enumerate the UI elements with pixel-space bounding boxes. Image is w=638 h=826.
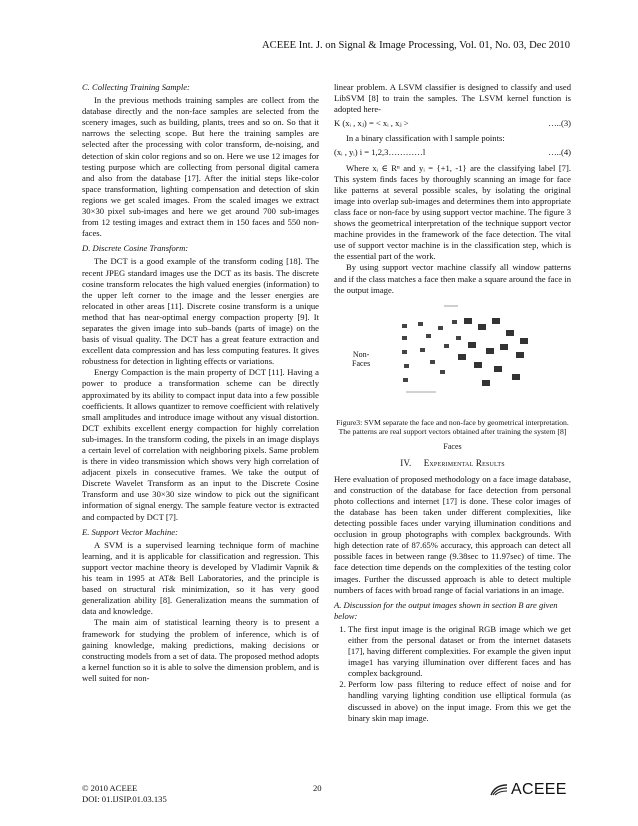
- aceee-logo-icon: [489, 783, 509, 797]
- svm-description-paragraph: Where xᵢ ∈ Rⁿ and yᵢ = {+1, -1} are the classifying label [7]. This system finds faces by thoroughly scanning an image for face like patterns at several possible scales, by isolating the original image into overlap sub-images and determines them into appropriate class face or non-face by using support vector machine. The figure 3 shows the geometrical interpretation of the technique support vector machine provides in the framework of the face detection. The vital use of support vector machine is in the classification step, which is the essential part of the work.: [334, 162, 571, 262]
- face-support-vectors: [458, 318, 528, 386]
- discussion-list: [334, 624, 571, 724]
- footer-left: [82, 783, 167, 805]
- section-iv-number: IV.: [400, 457, 412, 468]
- figure-faces-label: Faces: [443, 441, 462, 451]
- figure-3: [334, 300, 571, 422]
- footer-doi: DOI: 01.IJSIP.01.03.135: [82, 794, 167, 804]
- kernel-paragraph: linear problem. A LSVM classifier is designed to classify and used LibSVM [8] to train the samples. The LSVM kernel function is adopted here-: [334, 82, 571, 115]
- svm-classify-paragraph: By using support vector machine classify all window patterns and if the class matches a face then make a square around the face in the output image.: [334, 262, 571, 295]
- section-e-paragraph-1: A SVM is a supervised learning technique form of machine learning, and it is applicable for classification and regression. This support vector machine theory is developed by Vladimir Vapnik & his team in 1995 at AT& Bell Laboratories, and the principle is based on structural risk minimization, so it has very good generalization ability [8]. Generalization means the summation of data and knowledge.: [82, 539, 319, 617]
- equation-4: [334, 147, 571, 158]
- equation-4-body: (xᵢ , yᵢ) i = 1,2,3…………l: [334, 147, 426, 158]
- page-number: 20: [313, 783, 322, 793]
- experimental-results-paragraph: Here evaluation of proposed methodology on a face image database, and construction of the database for face detection from personal photo collections and internet [17] is done. These color images of the database has been taken under different complexities, like detecting possible faces under varying illumination conditions and occlusion in group photographs with complex backgrounds. With high detection rate of 87.65% accuracy, this approach can detect all possible faces in between range (9.38sec to 11.97sec) of time. The face detection time depends on the complexities of the testing color images. Further the discussed approach is able to detect multiple numbers of faces with broad range of facial variations in an image.: [334, 473, 571, 595]
- section-d-title: D. Discrete Cosine Transform:: [82, 243, 189, 254]
- figure-nonfaces-label: Non- Faces: [352, 349, 371, 369]
- nonface-support-vectors: [402, 320, 461, 382]
- section-iv-heading: [334, 458, 571, 469]
- equation-3-body: K (xᵢ , xⱼ) = < xᵢ , xⱼ >: [334, 118, 409, 129]
- footer-copyright: © 2010 ACEEE: [82, 783, 138, 793]
- section-c-title: C. Collecting Training Sample:: [82, 82, 190, 92]
- svm-support-vectors-plot: [396, 304, 536, 396]
- section-a-title: A. Discussion for the output images shown in section B are given below:: [334, 599, 558, 621]
- section-iv-title: Experimental Results: [423, 457, 505, 468]
- section-c-paragraph: In the previous methods training samples are collect from the database directly and the non-face samples are selected from the scenery images, such as building, plants, trees and so on. So that it narrows the selecting scope. But here the training samples are selected after the processing with color transform, de-noising, and detection of skin color regions and so on. Here we use 12 images for testing purpose which are collecting from personal digital camera and also from the database [17]. After the initial steps like-color space transformation, lighting compensation and detection of skin regions we get scaled images. From the scaled images we extract 30×30 pixel sub-images and here we get around 700 sub-images from 12 testing images and extract them in 150 faces and 550 non-faces.: [82, 95, 319, 239]
- equation-4-number: …..(4): [548, 147, 571, 158]
- list-item: 2. Perform low pass filtering to reduce effect of noise and for handling varying lighting condition use elliptical formula (as discussed in above) on the input image. From this we get the binary skin map image.: [348, 679, 571, 723]
- figure-3-caption: Figure3: SVM separate the face and non-face by geometrical interpretation. The patterns are real support vectors obtained after training the system [8]: [336, 417, 569, 437]
- section-d-paragraph-2: Energy Compaction is the main property of DCT [11]. Having a power to produce a transformation scheme can be directly approximated by its ability to compact input data into a few possible coefficients. It allows quantizer to remove coefficient with relatively small amplitudes and introduce image without any visual distortion. DCT exhibits excellent energy compaction for highly correlation sub-images. In the transform coding, the pixels in an image displays a certain level of correlation with neighboring pixels. Same problem is there in video transmission which shows very high correlation of adjacent pixels in consecutive frames. We take the output of Discrete Wavelet Transform as an input to the Discrete Cosine Transform and use 30×30 size window to pick out the significant information of signal energy. The sample feature vector is extracted and compacted by DCT [7].: [82, 367, 319, 522]
- equation-3-number: …..(3): [548, 118, 571, 129]
- aceee-logo: [489, 781, 567, 799]
- binary-classification-paragraph: In a binary classification with l sample points:: [346, 133, 505, 144]
- section-e-title: E. Support Vector Machine:: [82, 526, 178, 537]
- left-column: [82, 82, 319, 684]
- aceee-logo-text: ACEEE: [511, 781, 567, 798]
- equation-3: [334, 118, 571, 129]
- section-d-paragraph-1: The DCT is a good example of the transform coding [18]. The recent JPEG standard images use the DCT as its basis. The discrete cosine transform relocates the high valued energies (information) to the upper left corner to the image and the lesser energies are relocated in other areas [11]. Discrete cosine transform is a unique method that has near-optimal energy compaction property [9]. It separates the given image into sub–bands (parts of image) on the basis of visual quality. The DCT has a great feature extraction and excellent data compression and has less computing features. It gives robustness for detection in lighting effects or variations.: [82, 256, 319, 367]
- section-e-paragraph-2: The main aim of statistical learning theory is to present a framework for studying the problem of inference, which is of gaining knowledge, making predictions, making decisions or constructing models from a set of data. The proposed method adopts a kernel function so it is able to solve the dimension problem, and is well suited for non-: [82, 617, 319, 683]
- right-column: [334, 82, 571, 724]
- journal-header: ACEEE Int. J. on Signal & Image Processing, Vol. 01, No. 03, Dec 2010: [262, 40, 570, 51]
- list-item: 1. The first input image is the original RGB image which we get either from the personal dataset or from the internet datasets [17], having different complexities. For example the given input image1 has varying illumination over different faces and has complex background.: [348, 624, 571, 679]
